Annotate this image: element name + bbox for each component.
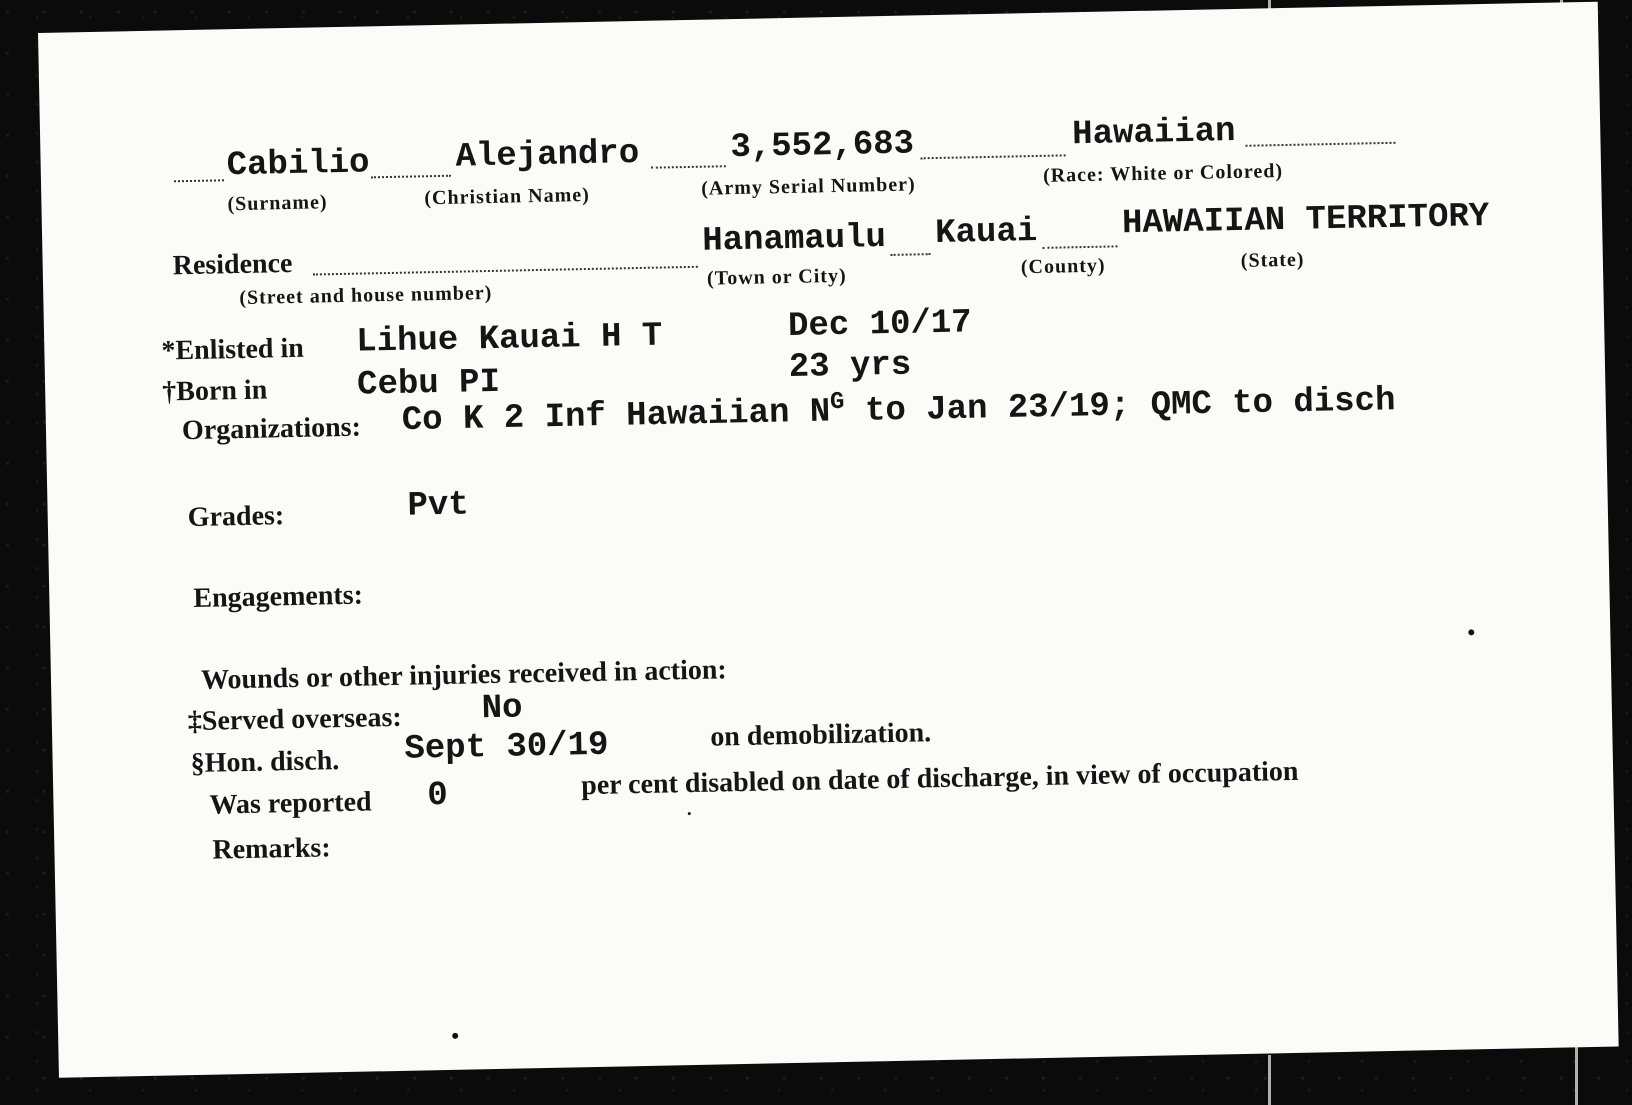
record-card — [38, 2, 1619, 1078]
surname-value: Cabilio — [226, 144, 370, 186]
residence-label: Residence — [172, 247, 293, 282]
organizations-value-part2: to Jan 23/19; QMC to disch — [844, 382, 1396, 432]
dotted-leader — [891, 253, 931, 256]
county-caption: (County) — [1020, 254, 1106, 279]
discharge-reason: on demobilization. — [709, 717, 932, 753]
race-caption: (Race: White or Colored) — [1042, 160, 1284, 187]
born-place-value: Cebu PI — [356, 363, 501, 405]
served-overseas-label: ‡Served overseas: — [187, 701, 402, 738]
engagements-label: Engagements: — [193, 579, 364, 614]
ink-speck — [452, 1033, 458, 1039]
dotted-leader — [651, 165, 726, 169]
discharge-date-value: Sept 30/19 — [404, 726, 609, 769]
surname-caption: (Surname) — [227, 191, 328, 216]
serial-number-caption: (Army Serial Number) — [701, 173, 916, 200]
ink-speck — [1468, 629, 1474, 635]
ink-speck — [688, 812, 691, 815]
dotted-leader — [313, 266, 698, 276]
serial-number-value: 3,552,683 — [730, 125, 915, 168]
born-label: †Born in — [161, 374, 268, 408]
age-value: 23 yrs — [788, 346, 912, 387]
organizations-value — [401, 378, 1395, 440]
disabled-percent-value: 0 — [427, 776, 449, 816]
enlisted-label: *Enlisted in — [161, 332, 305, 367]
served-overseas-value: No — [481, 689, 523, 729]
county-value: Kauai — [934, 212, 1038, 254]
disabled-text: per cent disabled on date of discharge, in view of occupation — [580, 755, 1299, 802]
christian-name-value: Alejandro — [455, 134, 640, 177]
organizations-superscript: G — [829, 388, 845, 417]
grades-label: Grades: — [187, 500, 285, 534]
discharge-label: §Hon. disch. — [190, 745, 340, 780]
film-edge-mark — [1268, 1055, 1271, 1105]
grades-value: Pvt — [407, 486, 470, 526]
remarks-label: Remarks: — [212, 832, 331, 866]
reported-label: Was reported — [209, 786, 372, 821]
organizations-value-part1: Co K 2 Inf Hawaiian N — [401, 393, 831, 441]
state-value: HAWAIIAN TERRITORY — [1121, 197, 1490, 244]
dotted-leader — [174, 179, 224, 182]
race-value: Hawaiian — [1071, 112, 1236, 155]
state-caption: (State) — [1240, 248, 1305, 272]
dotted-leader — [921, 154, 1066, 159]
street-caption: (Street and house number) — [239, 281, 493, 310]
dotted-leader — [1245, 142, 1395, 147]
town-caption: (Town or City) — [706, 264, 847, 290]
enlisted-place-value: Lihue Kauai H T — [355, 317, 663, 362]
town-value: Hanamaulu — [701, 219, 887, 261]
wounds-label: Wounds or other injuries received in action: — [200, 654, 728, 696]
christian-name-caption: (Christian Name) — [424, 183, 591, 210]
enlisted-date-value: Dec 10/17 — [787, 304, 973, 347]
organizations-label: Organizations: — [181, 411, 362, 447]
dotted-leader — [371, 175, 451, 179]
dotted-leader — [1042, 245, 1117, 249]
